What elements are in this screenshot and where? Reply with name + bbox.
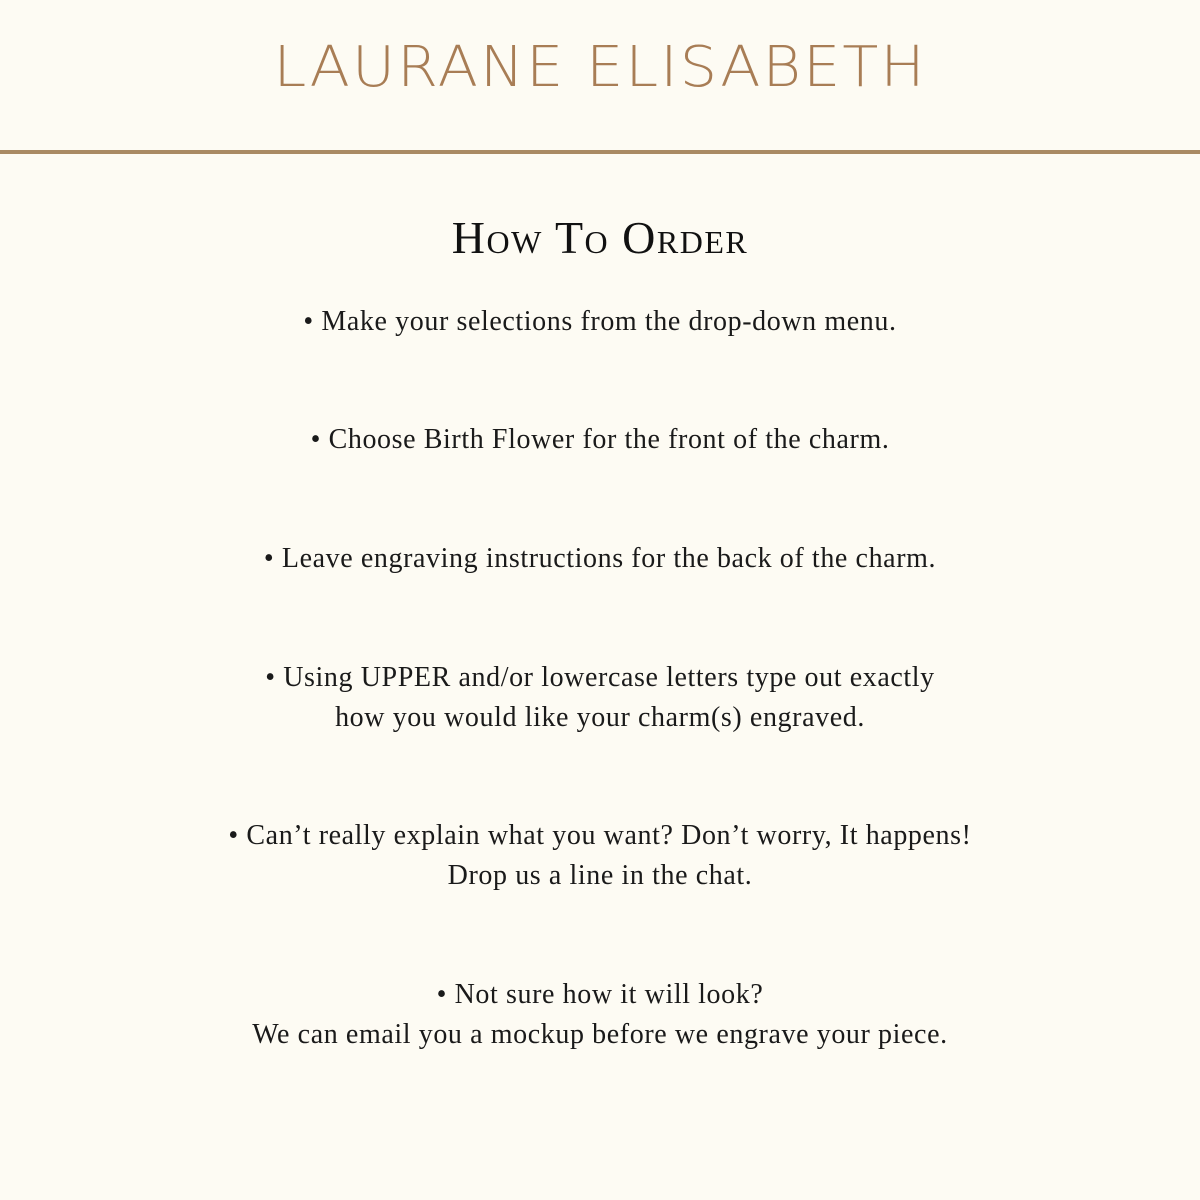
instruction-line: • Choose Birth Flower for the front of the charm. bbox=[310, 424, 890, 455]
instruction-line: how you would like your charm(s) engraved. bbox=[335, 702, 865, 733]
instruction-line: • Make your selections from the drop-down menu. bbox=[303, 306, 897, 337]
instruction-step bbox=[0, 975, 1200, 1055]
instruction-line: Drop us a line in the chat. bbox=[447, 860, 753, 891]
instruction-line: • Not sure how it will look? bbox=[436, 979, 764, 1010]
instruction-line: • Can’t really explain what you want? Don’t worry, It happens! bbox=[228, 820, 972, 851]
instruction-line: • Leave engraving instructions for the back of the charm. bbox=[263, 543, 937, 574]
instruction-line: We can email you a mockup before we engrave your piece. bbox=[252, 1019, 948, 1050]
instruction-step bbox=[0, 816, 1200, 896]
instruction-step bbox=[0, 420, 1200, 460]
brand-name: LAURANE ELISABETH bbox=[273, 35, 927, 100]
brand-logo bbox=[0, 36, 1200, 100]
page-title: How To Order bbox=[451, 212, 749, 263]
instruction-step bbox=[0, 658, 1200, 738]
header-divider bbox=[0, 150, 1200, 154]
instruction-step bbox=[0, 539, 1200, 579]
instruction-line: • Using UPPER and/or lowercase letters type out exactly bbox=[265, 662, 935, 693]
instruction-step bbox=[0, 302, 1200, 342]
